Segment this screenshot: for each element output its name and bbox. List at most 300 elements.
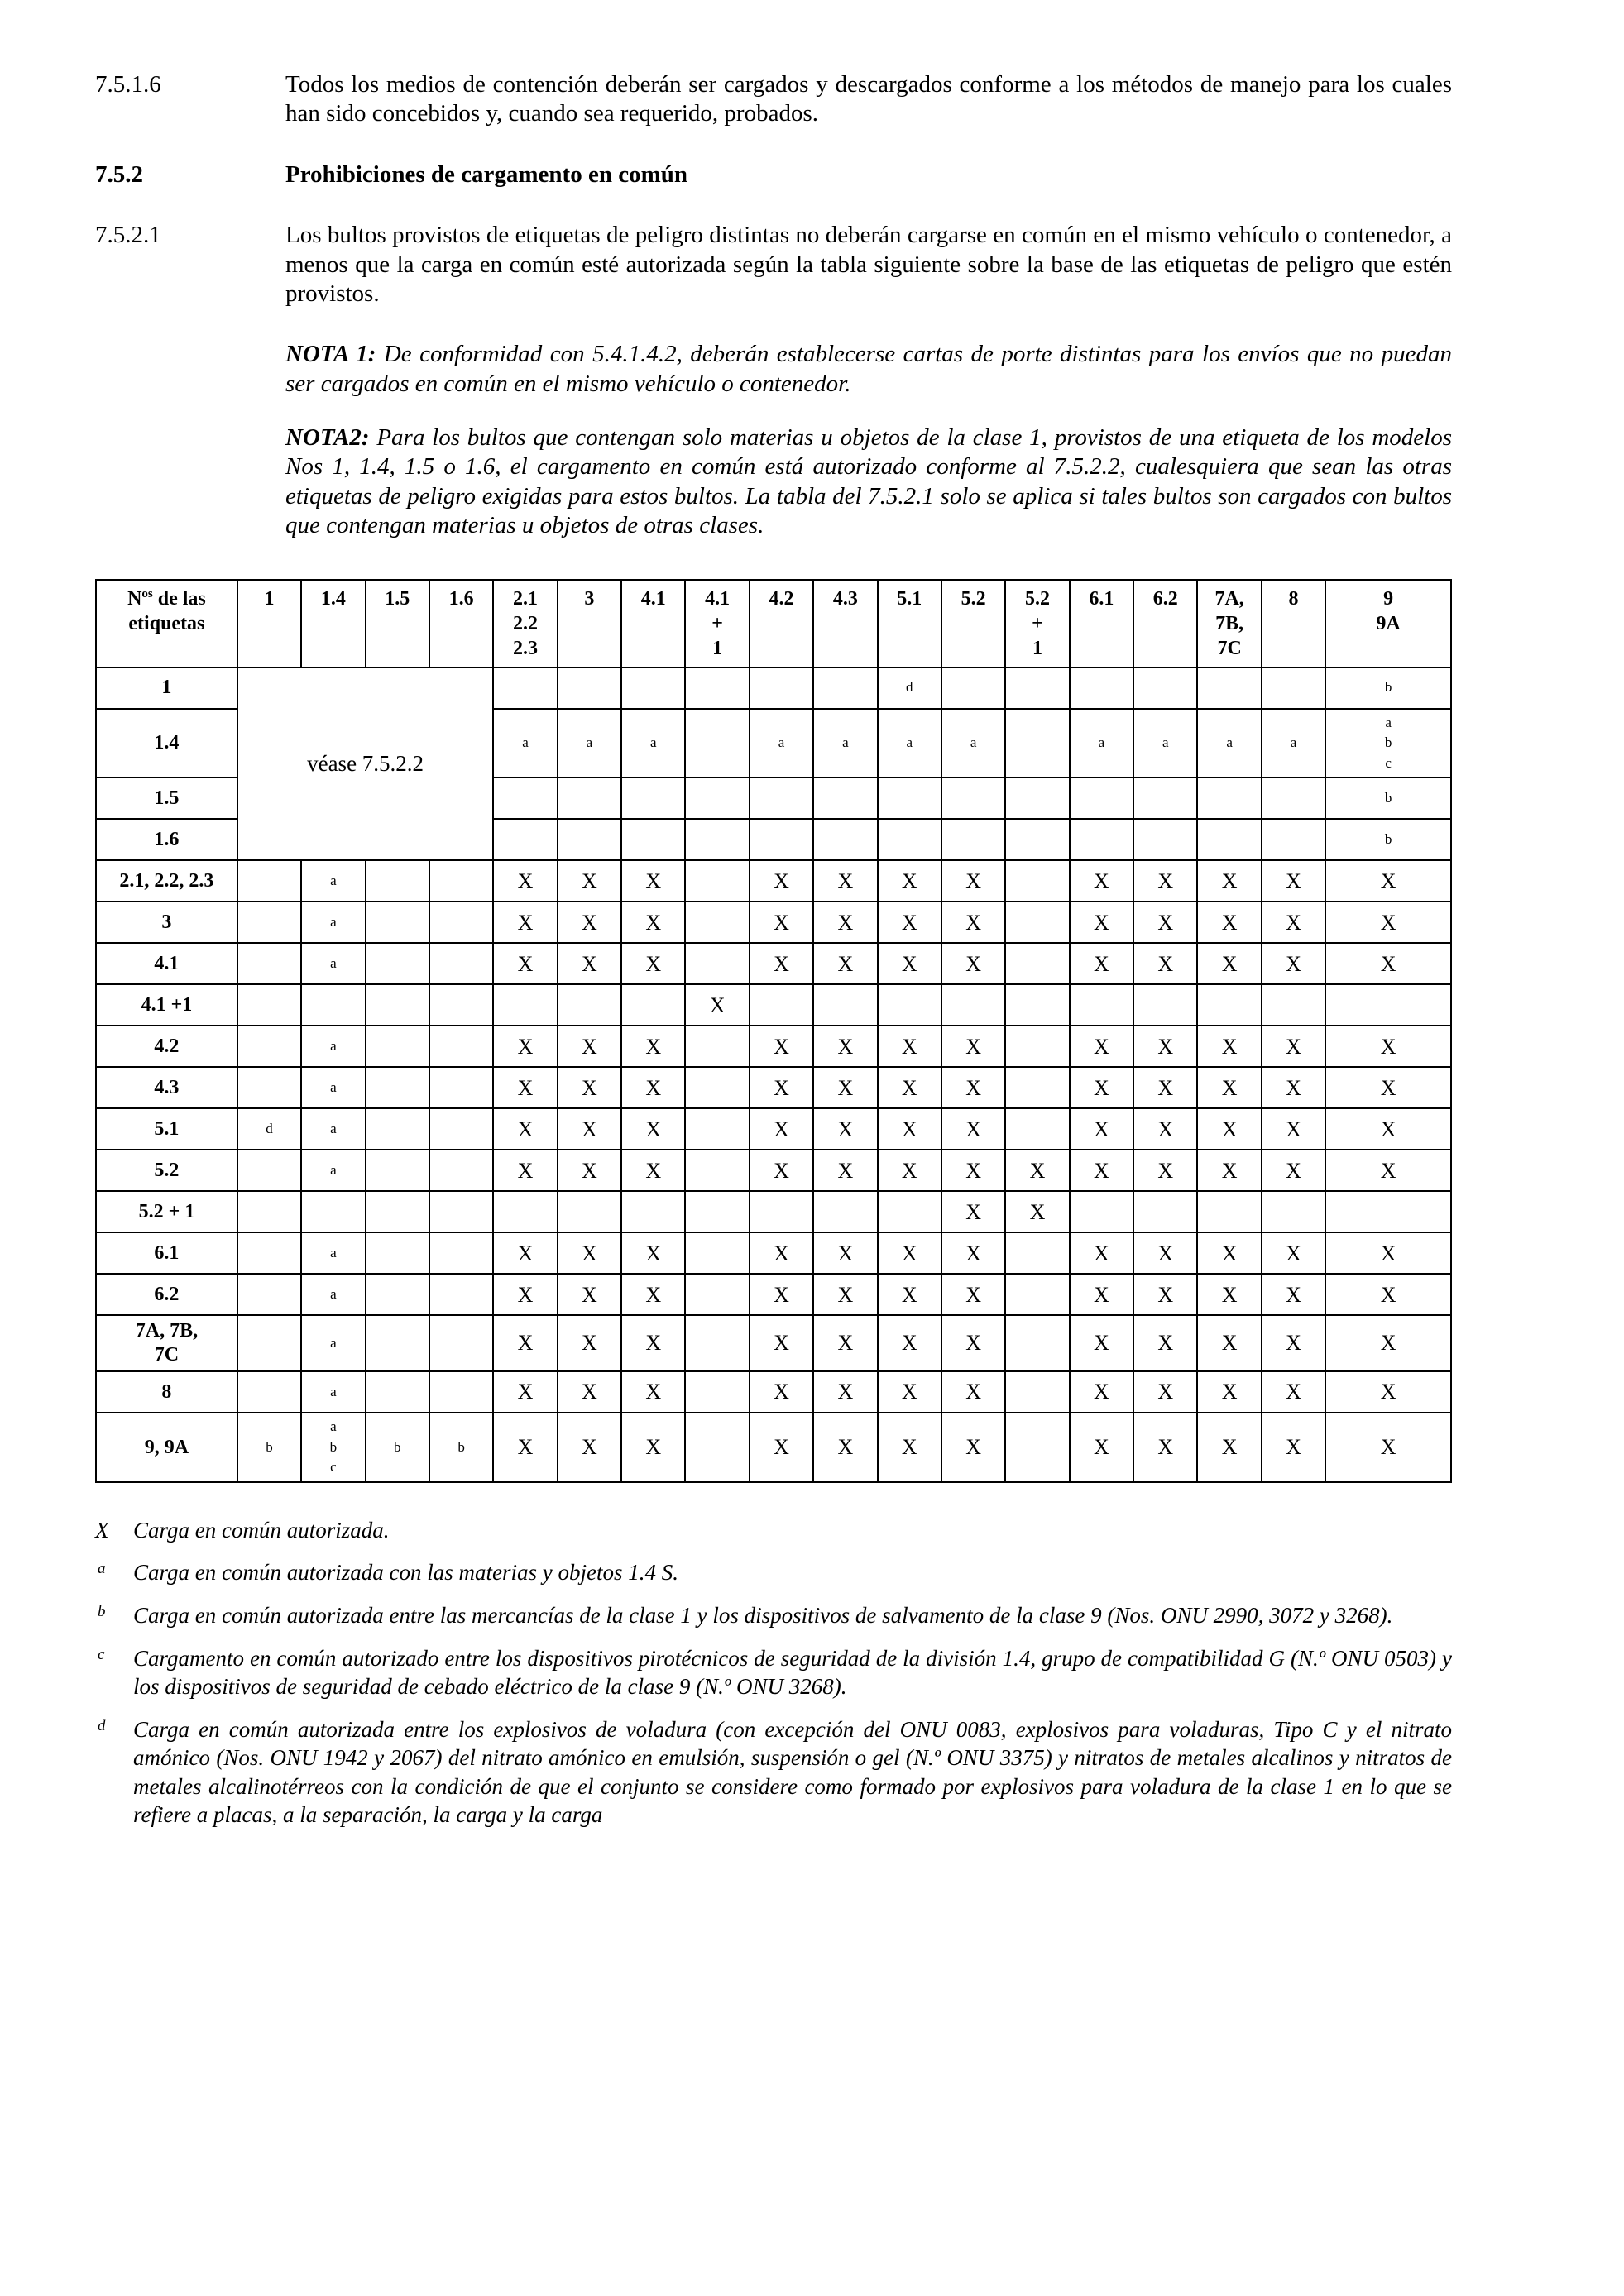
- table-cell: [621, 777, 685, 819]
- table-cell: X: [750, 1067, 813, 1108]
- table-cell: X: [941, 1067, 1005, 1108]
- col-header: 4.2: [750, 580, 813, 667]
- table-cell: [1262, 984, 1325, 1026]
- table-cell: X: [941, 1150, 1005, 1191]
- table-cell: X: [941, 1315, 1005, 1371]
- table-cell: a: [558, 709, 621, 778]
- table-cell: X: [941, 1026, 1005, 1067]
- row-header: 2.1, 2.2, 2.3: [96, 860, 237, 902]
- table-cell: X: [1262, 1274, 1325, 1315]
- footnote-marker: b: [98, 1603, 106, 1621]
- table-cell: [878, 1191, 941, 1232]
- table-cell: X: [878, 1274, 941, 1315]
- table-cell: a: [301, 943, 365, 984]
- table-cell: X: [1070, 860, 1133, 902]
- table-cell: X: [493, 1232, 557, 1274]
- footnote-text: Cargamento en común autorizado entre los dispositivos pirotécnicos de seguridad de la división 1.4, grupo de compatibilidad G (N.º ONU 0503) y los dispositivos de seguridad de cebado eléctrico de la clase 9 (N.º ONU 3268).: [133, 1645, 1452, 1700]
- table-cell: X: [1262, 1108, 1325, 1150]
- table-cell: [750, 1191, 813, 1232]
- table-cell: X: [813, 902, 877, 943]
- table-cell: X: [941, 1274, 1005, 1315]
- table-cell: [1005, 860, 1069, 902]
- table-cell: X: [1133, 1315, 1197, 1371]
- table-cell: [1133, 1191, 1197, 1232]
- table-cell: X: [1197, 1108, 1261, 1150]
- table-cell: [1262, 1191, 1325, 1232]
- table-row: [96, 1413, 1451, 1482]
- table-cell: [941, 819, 1005, 860]
- table-cell: [685, 1108, 749, 1150]
- table-cell: [685, 860, 749, 902]
- table-cell: [813, 667, 877, 709]
- table-cell: [685, 819, 749, 860]
- table-cell: X: [558, 902, 621, 943]
- table-cell: X: [1070, 1413, 1133, 1482]
- table-cell: [237, 943, 301, 984]
- table-cell: [429, 1067, 493, 1108]
- table-cell: X: [493, 1150, 557, 1191]
- table-cell: [429, 1191, 493, 1232]
- table-cell: [429, 1315, 493, 1371]
- table-cell: X: [1070, 1108, 1133, 1150]
- table-row: [96, 860, 1451, 902]
- table-cell: X: [1070, 1232, 1133, 1274]
- table-cell: X: [941, 1371, 1005, 1413]
- table-cell: X: [1197, 1315, 1261, 1371]
- table-cell: X: [750, 860, 813, 902]
- table-cell: X: [878, 943, 941, 984]
- table-cell: X: [1325, 1026, 1451, 1067]
- table-cell: X: [1197, 1067, 1261, 1108]
- table-cell: [1005, 1026, 1069, 1067]
- table-cell: X: [813, 1108, 877, 1150]
- footnote-text: Carga en común autorizada entre los explosivos de voladura (con excepción del ONU 0083, explosivos para voladuras, Tipo C y el nitrato amónico (Nos. ONU 1942 y 2067) del nitrato amónico en emulsión, suspensión o gel (N.º ONU 3375) y nitratos de metales alcalinos y nitratos de metales alcalinotérreos con la condición de que el conjunto se considere como formado por explosivos para voladura de la clase 1 en lo que se refiere a placas, a la separación, la carga y la carga: [133, 1716, 1452, 1828]
- table-cell: [1005, 1274, 1069, 1315]
- col-header: 1.5: [366, 580, 429, 667]
- table-cell: X: [1005, 1191, 1069, 1232]
- table-cell: [685, 1413, 749, 1482]
- table-cell: X: [1070, 1026, 1133, 1067]
- table-cell: X: [493, 1067, 557, 1108]
- table-row: [96, 984, 1451, 1026]
- table-cell: [750, 819, 813, 860]
- table-cell: [621, 667, 685, 709]
- section-7-5-1-6: [95, 70, 1452, 129]
- col-header: 3: [558, 580, 621, 667]
- table-cell: X: [1070, 1274, 1133, 1315]
- table-cell: [237, 902, 301, 943]
- table-cell: X: [1325, 1315, 1451, 1371]
- table-cell: [1197, 1191, 1261, 1232]
- table-cell: [493, 1191, 557, 1232]
- row-header: 1.4: [96, 709, 237, 778]
- table-cell: X: [1133, 1413, 1197, 1482]
- mixed-loading-table: [95, 579, 1452, 1483]
- table-cell: [237, 1232, 301, 1274]
- table-cell: [237, 860, 301, 902]
- table-cell: X: [750, 1150, 813, 1191]
- row-header: 4.3: [96, 1067, 237, 1108]
- table-cell: [621, 1191, 685, 1232]
- row-header: 4.2: [96, 1026, 237, 1067]
- table-cell: [750, 984, 813, 1026]
- table-row: [96, 1315, 1451, 1371]
- table-cell: a: [493, 709, 557, 778]
- table-cell: X: [558, 1315, 621, 1371]
- table-cell: X: [621, 1150, 685, 1191]
- table-cell: [813, 777, 877, 819]
- table-cell: X: [750, 1108, 813, 1150]
- table-row: [96, 943, 1451, 984]
- table-cell: a: [813, 709, 877, 778]
- nota-1-text: De conformidad con 5.4.1.4.2, deberán establecerse cartas de porte distintas para los envíos que no puedan ser cargados en común en el mismo vehículo o contenedor.: [285, 341, 1453, 397]
- table-cell: X: [621, 1026, 685, 1067]
- table-cell: X: [1197, 1274, 1261, 1315]
- table-cell: [1325, 1191, 1451, 1232]
- col-header: 6.1: [1070, 580, 1133, 667]
- nota-2-text: Para los bultos que contengan solo materias u objetos de la clase 1, provistos de una etiqueta de los modelos Nos 1, 1.4, 1.5 o 1.6, el cargamento en común está autorizado conforme al 7.5.2.2, cualesquiera que sean las otras etiquetas de peligro exigidas para estos bultos. La tabla del 7.5.2.1 solo se aplica si tales bultos son cargados con bultos que contengan materias u objetos de otras clases.: [285, 424, 1453, 539]
- footnote-marker: c: [98, 1645, 105, 1663]
- table-cell: [878, 819, 941, 860]
- corner-header: $N^{os}$ de las etiquetas: [96, 580, 237, 667]
- table-cell: a: [750, 709, 813, 778]
- table-cell: [366, 1315, 429, 1371]
- table-cell: [1262, 819, 1325, 860]
- table-cell: [685, 1274, 749, 1315]
- table-cell: X: [750, 1232, 813, 1274]
- col-header: 1.6: [429, 580, 493, 667]
- table-cell: X: [1262, 1026, 1325, 1067]
- table-cell: [1133, 984, 1197, 1026]
- col-header: 5.2 + 1: [1005, 580, 1069, 667]
- table-cell: X: [621, 1274, 685, 1315]
- table-cell: X: [1197, 902, 1261, 943]
- table-cell: X: [558, 1150, 621, 1191]
- table-cell: [685, 709, 749, 778]
- table-row: [96, 1108, 1451, 1150]
- table-row: [96, 1067, 1451, 1108]
- col-header: 1.4: [301, 580, 365, 667]
- table-cell: X: [1262, 1371, 1325, 1413]
- table-cell: [366, 1108, 429, 1150]
- table-cell: X: [878, 1315, 941, 1371]
- footnote: [95, 1715, 1452, 1830]
- table-cell: [493, 819, 557, 860]
- table-cell: X: [813, 1067, 877, 1108]
- table-cell: [558, 1191, 621, 1232]
- table-cell: d: [878, 667, 941, 709]
- table-cell: [1262, 667, 1325, 709]
- table-cell: a: [1133, 709, 1197, 778]
- table-cell: [685, 1232, 749, 1274]
- table-cell: [813, 1191, 877, 1232]
- table-cell: X: [1070, 1067, 1133, 1108]
- table-cell: X: [878, 860, 941, 902]
- table-cell: X: [941, 902, 1005, 943]
- nota-1: [285, 340, 1452, 399]
- row-header: 4.1 +1: [96, 984, 237, 1026]
- row-header: 6.1: [96, 1232, 237, 1274]
- col-header: 9 9A: [1325, 580, 1451, 667]
- footnote-text: Carga en común autorizada.: [133, 1517, 390, 1543]
- table-cell: [750, 777, 813, 819]
- col-header: 1: [237, 580, 301, 667]
- table-cell: a: [301, 1274, 365, 1315]
- table-cell: X: [1325, 1232, 1451, 1274]
- table-cell: X: [1197, 943, 1261, 984]
- table-cell: X: [558, 1413, 621, 1482]
- table-cell: X: [1262, 943, 1325, 984]
- table-cell: X: [558, 943, 621, 984]
- table-cell: X: [1325, 943, 1451, 984]
- table-cell: X: [1197, 1413, 1261, 1482]
- table-cell: X: [1197, 1150, 1261, 1191]
- table-cell: a: [301, 1108, 365, 1150]
- table-cell: X: [493, 1108, 557, 1150]
- table-cell: [237, 1026, 301, 1067]
- table-cell: [1197, 984, 1261, 1026]
- table-cell: X: [750, 902, 813, 943]
- table-cell: [429, 943, 493, 984]
- table-cell: X: [941, 1191, 1005, 1232]
- section-text: Todos los medios de contención deberán ser cargados y descargados conforme a los métodos de manejo para los cuales han sido concebidos y, cuando sea requerido, probados.: [285, 71, 1452, 127]
- table-cell: [1005, 667, 1069, 709]
- nota-2: [285, 423, 1452, 541]
- table-cell: [429, 902, 493, 943]
- table-cell: [685, 1150, 749, 1191]
- table-cell: X: [1133, 1108, 1197, 1150]
- table-cell: X: [1133, 860, 1197, 902]
- row-header: 4.1: [96, 943, 237, 984]
- table-cell: X: [621, 902, 685, 943]
- table-cell: X: [621, 1371, 685, 1413]
- table-cell: X: [1070, 943, 1133, 984]
- table-cell: [237, 984, 301, 1026]
- table-cell: [1133, 777, 1197, 819]
- col-header: 8: [1262, 580, 1325, 667]
- table-cell: [1325, 984, 1451, 1026]
- table-cell: [1070, 777, 1133, 819]
- table-cell: [685, 777, 749, 819]
- nota-2-label: NOTA2:: [285, 424, 370, 451]
- table-cell: a: [1262, 709, 1325, 778]
- table-row: [96, 1191, 1451, 1232]
- table-cell: [1070, 984, 1133, 1026]
- table-cell: X: [1325, 1108, 1451, 1150]
- table-cell: b: [366, 1413, 429, 1482]
- table-cell: a b c: [301, 1413, 365, 1482]
- table-cell: X: [1133, 902, 1197, 943]
- table-cell: [366, 1150, 429, 1191]
- table-cell: X: [1262, 1067, 1325, 1108]
- table-cell: X: [1325, 1274, 1451, 1315]
- table-cell: X: [1197, 860, 1261, 902]
- col-header: 7A, 7B, 7C: [1197, 580, 1261, 667]
- table-cell: [685, 1026, 749, 1067]
- table-cell: [1262, 777, 1325, 819]
- footnote-marker: X: [95, 1517, 109, 1543]
- row-header: 3: [96, 902, 237, 943]
- table-cell: [237, 1274, 301, 1315]
- row-header: 1.5: [96, 777, 237, 819]
- table-cell: X: [493, 943, 557, 984]
- table-cell: [493, 777, 557, 819]
- table-cell: X: [1133, 1232, 1197, 1274]
- table-cell: X: [621, 1413, 685, 1482]
- table-cell: [1005, 819, 1069, 860]
- table-cell: X: [1133, 1067, 1197, 1108]
- table-cell: [237, 1315, 301, 1371]
- table-cell: [429, 984, 493, 1026]
- table-cell: [1005, 943, 1069, 984]
- table-cell: X: [558, 860, 621, 902]
- table-cell: X: [813, 943, 877, 984]
- table-cell: X: [1197, 1026, 1261, 1067]
- table-cell: d: [237, 1108, 301, 1150]
- col-header: 6.2: [1133, 580, 1197, 667]
- table-cell: [366, 1067, 429, 1108]
- table-cell: X: [493, 1413, 557, 1482]
- table-cell: [1005, 1371, 1069, 1413]
- table-cell: a: [301, 1067, 365, 1108]
- table-cell: X: [878, 1413, 941, 1482]
- table-cell: [366, 984, 429, 1026]
- table-cell: [366, 1191, 429, 1232]
- table-cell: X: [1005, 1150, 1069, 1191]
- table-cell: X: [493, 1371, 557, 1413]
- table-cell: a: [878, 709, 941, 778]
- table-cell: X: [1070, 1150, 1133, 1191]
- footnote: [95, 1601, 1452, 1630]
- section-7-5-2-heading: [95, 160, 1452, 189]
- table-cell: X: [558, 1371, 621, 1413]
- table-cell: [429, 860, 493, 902]
- table-row: [96, 1274, 1451, 1315]
- table-cell: [366, 1026, 429, 1067]
- table-cell: X: [558, 1067, 621, 1108]
- table-cell: X: [1325, 1413, 1451, 1482]
- table-cell: X: [1070, 1371, 1133, 1413]
- table-cell: [429, 1150, 493, 1191]
- table-cell: X: [878, 902, 941, 943]
- table-cell: [813, 984, 877, 1026]
- table-cell: [366, 1371, 429, 1413]
- row-header: 5.2: [96, 1150, 237, 1191]
- table-cell: X: [941, 943, 1005, 984]
- row-header: 1: [96, 667, 237, 709]
- col-header: 5.1: [878, 580, 941, 667]
- table-cell: X: [558, 1232, 621, 1274]
- table-cell: a: [301, 1026, 365, 1067]
- table-cell: [429, 1026, 493, 1067]
- table-cell: [750, 667, 813, 709]
- table-cell: a b c: [1325, 709, 1451, 778]
- table-cell: [237, 1191, 301, 1232]
- table-cell: [558, 667, 621, 709]
- table-cell: X: [878, 1232, 941, 1274]
- table-cell: X: [493, 1315, 557, 1371]
- table-cell: X: [813, 1026, 877, 1067]
- table-cell: [1005, 777, 1069, 819]
- table-cell: [366, 902, 429, 943]
- table-cell: [429, 1232, 493, 1274]
- table-cell: X: [878, 1150, 941, 1191]
- table-cell: X: [878, 1026, 941, 1067]
- section-7-5-2-1: [95, 221, 1452, 309]
- col-header: 4.1 + 1: [685, 580, 749, 667]
- row-header: 1.6: [96, 819, 237, 860]
- table-cell: X: [1262, 860, 1325, 902]
- row-header: 8: [96, 1371, 237, 1413]
- table-cell: [685, 1191, 749, 1232]
- table-cell: [1197, 819, 1261, 860]
- table-cell: [1005, 1413, 1069, 1482]
- table-cell: [685, 943, 749, 984]
- row-header: 5.1: [96, 1108, 237, 1150]
- table-cell: [558, 819, 621, 860]
- table-row: [96, 1150, 1451, 1191]
- table-cell: [1005, 1108, 1069, 1150]
- table-cell: [621, 984, 685, 1026]
- table-cell: [1005, 709, 1069, 778]
- section-number: 7.5.1.6: [95, 71, 161, 98]
- table-cell: [493, 984, 557, 1026]
- table-cell: [366, 1232, 429, 1274]
- table-cell: [1133, 667, 1197, 709]
- table-cell: X: [1070, 1315, 1133, 1371]
- table-cell: b: [1325, 777, 1451, 819]
- table-cell: [558, 777, 621, 819]
- table-cell: [878, 984, 941, 1026]
- table-cell: X: [1262, 1232, 1325, 1274]
- table-cell: [621, 819, 685, 860]
- table-cell: X: [558, 1108, 621, 1150]
- table-cell: X: [1133, 1150, 1197, 1191]
- table-cell: [1005, 1315, 1069, 1371]
- table-cell: X: [493, 1274, 557, 1315]
- table-cell: X: [558, 1274, 621, 1315]
- table-cell: X: [813, 860, 877, 902]
- table-cell: a: [941, 709, 1005, 778]
- table-cell: X: [878, 1067, 941, 1108]
- table-cell: X: [750, 1371, 813, 1413]
- table-cell: X: [813, 1274, 877, 1315]
- table-cell: [1005, 1067, 1069, 1108]
- table-cell: [237, 1371, 301, 1413]
- table-cell: X: [941, 1232, 1005, 1274]
- table-cell: [685, 1067, 749, 1108]
- table-cell: X: [1262, 1150, 1325, 1191]
- footnote-marker: d: [98, 1716, 106, 1734]
- table-cell: [301, 984, 365, 1026]
- table-cell: b: [429, 1413, 493, 1482]
- table-row: [96, 902, 1451, 943]
- section-title: Prohibiciones de cargamento en común: [285, 160, 687, 188]
- table-cell: [1005, 902, 1069, 943]
- table-cell: a: [301, 1150, 365, 1191]
- table-cell: X: [941, 860, 1005, 902]
- table-cell: [1070, 819, 1133, 860]
- table-cell: [366, 1274, 429, 1315]
- table-cell: X: [750, 1274, 813, 1315]
- table-row: [96, 667, 1451, 709]
- table-cell: [366, 860, 429, 902]
- col-header: 4.1: [621, 580, 685, 667]
- table-cell: a: [301, 902, 365, 943]
- table-cell: a: [301, 1315, 365, 1371]
- section-number: 7.5.2.1: [95, 222, 161, 249]
- table-cell: X: [685, 984, 749, 1026]
